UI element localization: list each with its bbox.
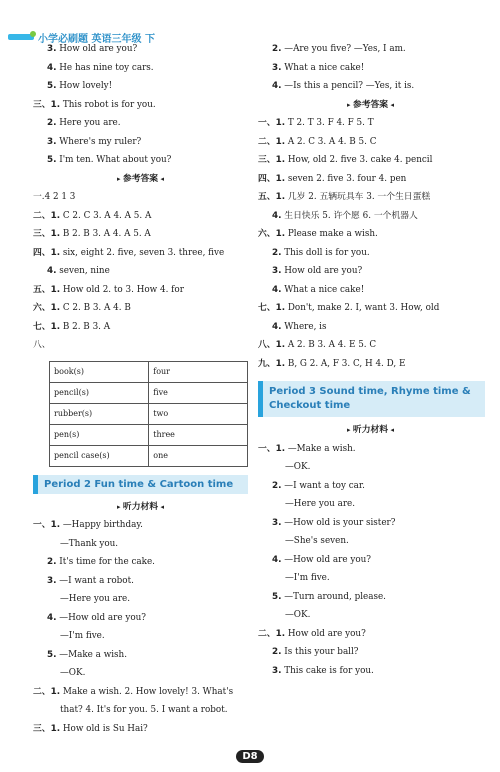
text-line — [33, 44, 248, 63]
item-text: —Here you are. — [285, 499, 356, 509]
right-listen-heading: ▸ 听力材料 ◂ — [346, 425, 395, 435]
text-line — [258, 629, 483, 648]
text-line — [258, 118, 483, 137]
text-line — [33, 192, 248, 211]
item-number: 2. — [47, 118, 57, 128]
item-number: 5. — [47, 649, 57, 660]
item-number: 五、1. — [258, 192, 286, 202]
text-line — [258, 666, 483, 685]
text-line — [258, 499, 483, 518]
item-number: 一、1. — [258, 118, 286, 128]
text-line — [33, 724, 248, 743]
item-text: —She's seven. — [285, 536, 349, 546]
item-text: —I'm five. — [285, 573, 330, 583]
text-line — [258, 192, 483, 211]
item-number: 4. — [272, 284, 282, 295]
item-number: 5. — [272, 591, 282, 602]
item-text: 八、 — [33, 340, 51, 350]
table-cell: five — [149, 382, 248, 403]
item-text: —Thank you. — [60, 538, 119, 549]
page-header — [0, 0, 500, 44]
text-line — [33, 668, 248, 687]
table-cell: four — [149, 361, 248, 382]
right-listening-block — [258, 44, 483, 100]
item-text: This doll is for you. — [284, 247, 370, 258]
text-line — [258, 303, 483, 322]
item-text: —I want a toy car. — [284, 480, 365, 491]
item-number: 5. — [47, 81, 57, 91]
text-line — [33, 631, 248, 650]
period3-banner: Period 3 Sound time, Rhyme time & Checkout time — [258, 381, 485, 417]
item-text: that? 4. It's for you. 5. I want a robot. — [60, 705, 228, 715]
item-number: 三、1. — [33, 99, 61, 110]
item-text: How, old 2. five 3. cake 4. pencil — [287, 155, 433, 165]
left-listen-heading: ▸ 听力材料 ◂ — [116, 501, 165, 512]
text-line — [33, 539, 248, 558]
text-line — [258, 462, 483, 481]
item-text: What a nice cake! — [284, 284, 365, 295]
table-cell: three — [149, 424, 248, 445]
item-text: seven 2. five 3. four 4. pen — [287, 173, 407, 184]
item-number: 4. — [272, 81, 282, 91]
item-text: How old are you? — [59, 44, 138, 54]
text-line — [33, 594, 248, 613]
table-cell: pen(s) — [50, 424, 149, 445]
item-text: How old are you? — [284, 266, 363, 276]
text-line — [258, 359, 483, 378]
item-number: 3. — [272, 517, 282, 528]
item-number: 六、1. — [33, 303, 61, 313]
text-line — [33, 229, 248, 248]
item-number: 二、1. — [33, 210, 61, 221]
item-number: 2. — [47, 557, 57, 567]
table-cell: pencil case(s) — [50, 445, 149, 466]
item-text: A 2. B 3. A 4. E 5. C — [287, 340, 377, 350]
text-line — [258, 573, 483, 592]
text-line — [33, 211, 248, 230]
left-column — [33, 44, 248, 742]
item-text: T 2. T 3. F 4. F 5. T — [287, 118, 374, 128]
text-line — [33, 687, 248, 706]
item-text: B 2. B 3. A — [62, 321, 111, 332]
item-text: Where's my ruler? — [59, 136, 142, 147]
item-number: 2. — [272, 480, 282, 491]
text-line — [33, 303, 248, 322]
text-line — [33, 322, 248, 341]
text-line — [33, 155, 248, 174]
item-text: How old is Su Hai? — [62, 723, 148, 734]
text-line — [258, 266, 483, 285]
text-line — [258, 481, 483, 500]
item-text: Please make a wish. — [287, 229, 378, 239]
item-number: 七、1. — [258, 303, 286, 313]
item-number: 七、1. — [33, 321, 61, 332]
text-line — [33, 81, 248, 100]
text-line — [33, 650, 248, 669]
item-text: How lovely! — [59, 81, 113, 91]
table-cell: two — [149, 403, 248, 424]
item-number: 二、1. — [258, 628, 286, 639]
item-text: —Are you five? —Yes, I am. — [284, 44, 406, 54]
item-number: 九、1. — [258, 358, 286, 369]
item-number: 4. — [272, 321, 282, 332]
left-listening-block-2 — [33, 520, 248, 742]
item-text: —I want a robot. — [59, 575, 134, 586]
item-text: 生日快乐 5. 许个愿 6. 一个机器人 — [284, 210, 418, 221]
item-number: 3. — [272, 266, 282, 276]
right-answers-block — [258, 118, 483, 377]
table-row — [50, 403, 248, 424]
right-column — [258, 44, 483, 684]
left-answers-block — [33, 192, 248, 359]
item-number: 4. — [272, 210, 282, 221]
item-text: —Happy birthday. — [62, 520, 143, 530]
text-line — [258, 285, 483, 304]
item-number: 3. — [47, 575, 57, 586]
item-number: 三、1. — [33, 229, 61, 239]
item-text: —Here you are. — [60, 594, 131, 604]
page-number: D8 — [218, 750, 282, 763]
left-answers-heading: ▸ 参考答案 ◂ — [116, 173, 165, 184]
item-number: 4. — [47, 612, 57, 623]
item-number: 4. — [47, 62, 57, 73]
text-line — [258, 248, 483, 267]
item-text: I'm ten. What about you? — [59, 155, 172, 165]
item-text: What a nice cake! — [284, 62, 365, 73]
item-text: —OK. — [285, 610, 311, 620]
item-number: 4. — [272, 554, 282, 565]
text-line — [33, 248, 248, 267]
text-line — [258, 229, 483, 248]
answer-table — [49, 361, 248, 467]
item-number: 二、1. — [258, 136, 286, 147]
text-line — [258, 444, 483, 463]
text-line — [33, 118, 248, 137]
left-listening-block — [33, 44, 248, 174]
item-text: How old 2. to 3. How 4. for — [62, 284, 184, 295]
item-text: —Is this a pencil? —Yes, it is. — [284, 81, 415, 91]
item-text: It's time for the cake. — [59, 557, 155, 567]
item-text: —How old is your sister? — [284, 517, 396, 528]
item-text: 一.4 2 1 3 — [33, 192, 76, 202]
right-answers-heading: ▸ 参考答案 ◂ — [346, 99, 395, 110]
text-line — [258, 63, 483, 82]
text-line — [258, 610, 483, 629]
item-number: 5. — [47, 155, 57, 165]
right-listening-block-2 — [258, 444, 483, 685]
text-line — [33, 285, 248, 304]
table-cell: pencil(s) — [50, 382, 149, 403]
item-number: 3. — [272, 665, 282, 676]
item-text: six, eight 2. five, seven 3. three, five — [62, 247, 225, 258]
table-row — [50, 445, 248, 466]
text-line — [33, 613, 248, 632]
table-row — [50, 382, 248, 403]
item-text: Here you are. — [59, 118, 121, 128]
table-row — [50, 424, 248, 445]
text-line — [33, 100, 248, 119]
item-text: How old are you? — [287, 628, 366, 639]
item-text: C 2. B 3. A 4. B — [62, 303, 131, 313]
item-text: —Turn around, please. — [284, 591, 386, 602]
text-line — [258, 44, 483, 63]
item-text: This cake is for you. — [284, 665, 374, 676]
item-text: —OK. — [60, 668, 86, 678]
item-number: 四、1. — [33, 247, 61, 258]
item-number: 2. — [272, 44, 282, 54]
item-number: 八、1. — [258, 340, 286, 350]
item-number: 3. — [47, 136, 57, 147]
header-leaf-icon — [30, 31, 36, 37]
text-line — [258, 647, 483, 666]
item-text: Don't, make 2. I, want 3. How, old — [287, 303, 440, 313]
text-line — [258, 322, 483, 341]
table-cell: book(s) — [50, 361, 149, 382]
item-text: seven, nine — [59, 266, 110, 276]
item-number: 二、1. — [33, 686, 61, 697]
item-number: 3. — [47, 44, 57, 54]
table-cell: one — [149, 445, 248, 466]
text-line — [258, 174, 483, 193]
item-number: 一、1. — [33, 520, 61, 530]
item-number: 三、1. — [258, 155, 286, 165]
text-line — [258, 81, 483, 100]
item-number: 一、1. — [258, 443, 286, 454]
item-text: —Make a wish. — [59, 649, 128, 660]
text-line — [33, 557, 248, 576]
text-line — [33, 266, 248, 285]
text-line — [33, 705, 248, 724]
text-line — [258, 536, 483, 555]
item-number: 三、1. — [33, 723, 61, 734]
item-text: He has nine toy cars. — [59, 62, 154, 73]
text-line — [258, 518, 483, 537]
header-title: 小学必刷题 英语三年级 下 — [38, 34, 155, 45]
item-text: —How old are you? — [59, 612, 146, 623]
text-line — [258, 340, 483, 359]
text-line — [258, 155, 483, 174]
item-text: This robot is for you. — [62, 99, 156, 110]
text-line — [258, 592, 483, 611]
table-cell: rubber(s) — [50, 403, 149, 424]
item-text: 几岁 2. 五辆玩具车 3. 一个生日蛋糕 — [287, 192, 431, 202]
item-text: A 2. C 3. A 4. B 5. C — [287, 136, 377, 147]
item-text: —OK. — [285, 462, 311, 472]
item-number: 4. — [47, 266, 57, 276]
item-text: Where, is — [284, 321, 327, 332]
item-text: Make a wish. 2. How lovely! 3. What's — [62, 686, 234, 697]
item-number: 3. — [272, 62, 282, 73]
item-text: Is this your ball? — [284, 647, 359, 657]
item-number: 2. — [272, 647, 282, 657]
text-line — [33, 340, 248, 359]
item-number: 六、1. — [258, 229, 286, 239]
item-number: 2. — [272, 247, 282, 258]
text-line — [33, 137, 248, 156]
item-text: —Make a wish. — [287, 443, 356, 454]
period2-banner: Period 2 Fun time & Cartoon time — [33, 475, 248, 494]
item-text: B 2. B 3. A 4. A 5. A — [62, 229, 151, 239]
text-line — [258, 137, 483, 156]
text-line — [33, 63, 248, 82]
text-line — [258, 211, 483, 230]
item-text: C 2. C 3. A 4. A 5. A — [62, 210, 152, 221]
item-number: 四、1. — [258, 173, 286, 184]
text-line — [33, 520, 248, 539]
text-line — [258, 555, 483, 574]
item-text: B, G 2. A, F 3. C, H 4. D, E — [287, 358, 406, 369]
text-line — [33, 576, 248, 595]
table-row — [50, 361, 248, 382]
item-text: —I'm five. — [60, 631, 105, 641]
item-text: —How old are you? — [284, 554, 371, 565]
item-number: 五、1. — [33, 284, 61, 295]
